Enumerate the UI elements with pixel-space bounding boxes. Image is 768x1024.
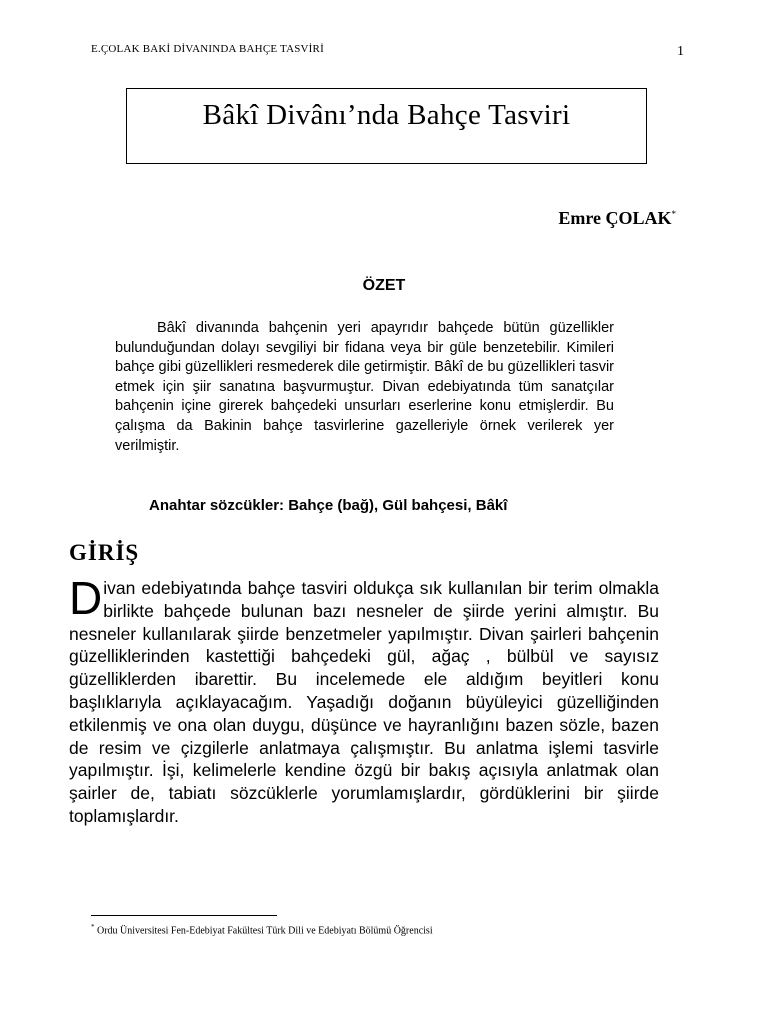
footnote-mark: * [91,923,95,931]
footnote-divider [91,915,277,916]
drop-cap: D [69,572,103,624]
introduction-paragraph [69,572,659,828]
running-header: E.ÇOLAK BAKİ DİVANINDA BAHÇE TASVİRİ [91,43,324,55]
footnote-text: Ordu Üniversitesi Fen-Edebiyat Fakültesi Türk Dili ve Edebiyatı Bölümü Öğrencisi [97,925,433,937]
introduction-text: ivan edebiyatında bahçe tasviri oldukça sık kullanılan bir terim olmakla birlikte bahçede bulunan bazı nesneler de şiirde yerini almıştır. Bu nesneler kullanılarak şiirde benzetmeler yapılmıştır. Divan şairleri bahçenin güzelliklerinden kastettiği bahçedeki gül, ağaç , bülbül ve sayısız güzelliklerden ibarettir. Bu incelemede ele aldığım beyitleri konu başlıklarıyla açıklayacağım. Yaşadığı doğanın büyüleyici güzelliğinden etkilenmiş ve ona olan duygu, düşünce ve hayranlığını bazen sözle, bazen de resim ve çizgilerle anlatmaya çalışmıştır. Bu anlatma işlemi tasvirle yapılmıştır. İşi, kelimelerle kendine özgü bir bakış açısıyla anlatmak olan şairler de, tabiatı sözcüklerle yorumlamışlardır, gördüklerini bir şiirde toplamışlardır. [69,578,659,826]
abstract-text: Bâkî divanında bahçenin yeri apayrıdır bahçede bütün güzellikler bulunduğundan dolayı sevgiliyi bir fidana veya bir güle benzetebilir. Kimileri bahçe gibi güzellikleri resmederek dile getirmiştir. Bâkî de bu güzellikleri tasvir etmek için şiir sanatına başvurmuştur. Divan edebiyatında tüm sanatçılar bahçenin içine girerek bahçedeki unsurları eserlerine konu etmişlerdir. Bu çalışma da Bakinin bahçe tasvirlerine gazelleriyle örnek verilerek yer verilmiştir. [115,320,614,454]
page-number: 1 [677,44,684,59]
abstract-heading: ÖZET [362,277,406,294]
author-line [558,208,676,229]
page-title: Bâkî Divânı’nda Bahçe Tasviri [202,99,571,131]
author-footnote-mark: * [671,209,676,219]
footnote [91,923,433,936]
keywords-line: Anahtar sözcükler: Bahçe (bağ), Gül bahçesi, Bâkî [149,497,508,514]
title-box [126,88,647,164]
author-name: Emre ÇOLAK [558,208,672,228]
introduction-heading: GİRİŞ [69,540,140,565]
